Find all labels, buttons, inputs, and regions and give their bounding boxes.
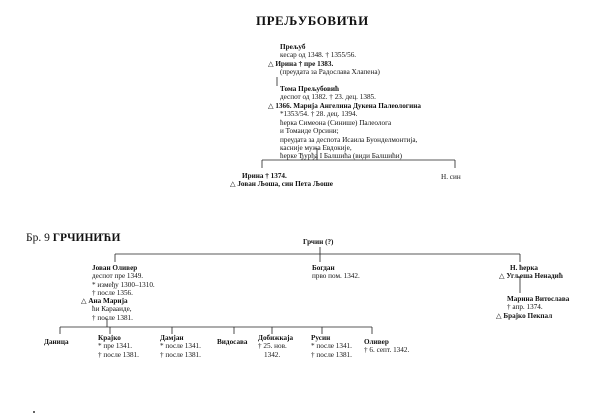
- person-name: Богдан: [312, 264, 335, 272]
- person-marina-vitoslava: [496, 295, 569, 320]
- person-detail: * између 1300–1310.: [92, 280, 155, 289]
- person-detail: † после 1381.: [98, 350, 139, 359]
- person-name: Н. ћерка: [510, 264, 538, 272]
- child-krajko: [98, 334, 139, 359]
- spouse-name: △ Ана Марија: [81, 297, 128, 305]
- child-vidosava: [217, 338, 248, 346]
- person-detail: † 6. септ. 1342.: [364, 346, 410, 355]
- person-name: Русин: [311, 334, 331, 342]
- spouse-detail: преудата за деспота Исаила Буонделмонтија,: [280, 135, 418, 144]
- person-detail: † после 1356.: [92, 289, 133, 298]
- spouse-detail: † после 1381.: [92, 313, 133, 322]
- spouse-name: △ Ирина † пре 1383.: [268, 60, 334, 68]
- person-detail: * после 1341.: [160, 342, 201, 351]
- section-header: [26, 232, 121, 244]
- child-damjan: [160, 334, 201, 359]
- spouse-name: △ 1366. Марија Ангелина Дукена Палеологина: [268, 102, 421, 110]
- person-detail: † апр. 1374.: [507, 303, 543, 312]
- person-toma: [280, 85, 376, 102]
- child-danica: [44, 338, 69, 346]
- spouse-detail: касније мужа Евдокије,: [280, 144, 352, 153]
- person-name: Дамјан: [160, 334, 184, 342]
- person-detail: * после 1341.: [311, 342, 352, 351]
- person-name: Јован Оливер: [92, 264, 138, 272]
- person-irina: [230, 172, 333, 189]
- person-detail: деспот пре 1349.: [92, 272, 144, 281]
- spouse-detail: ћи Карааиде,: [92, 305, 132, 314]
- person-name: Тома Прељубовић: [280, 85, 339, 93]
- person-name: Оливер: [364, 338, 389, 346]
- spouse-note: (преудата за Радослава Хлапена): [280, 68, 380, 77]
- spouse-detail: и Томаиде Орсини;: [280, 127, 339, 136]
- person-name: Ирина † 1374.: [242, 172, 287, 180]
- child-dobizhkaja: [258, 334, 293, 359]
- person-name: Даница: [44, 338, 69, 346]
- person-name: Видосава: [217, 338, 248, 346]
- section-number: Бр. 9: [26, 232, 50, 244]
- person-name: Крајко: [98, 334, 121, 342]
- spouse-ana-marija: [81, 297, 133, 322]
- section-name: ГРЧИНИЋИ: [52, 232, 121, 244]
- spouse-detail: ћерка Симеона (Синише) Палеолога: [280, 118, 392, 127]
- person-name: Марина Витослава: [507, 295, 570, 303]
- person-name: Добижкаја: [258, 334, 294, 342]
- spouse-name: △ Угљеша Ненадић: [499, 272, 563, 281]
- person-grcin: Грчин (?): [303, 238, 334, 246]
- child-oliver: [364, 338, 409, 355]
- person-bogdan: [312, 264, 360, 281]
- scan-speck: [33, 411, 35, 413]
- person-detail: † после 1381.: [160, 350, 201, 359]
- person-detail: кесар од 1348. † 1355/56.: [280, 51, 357, 60]
- person-unknown-son: Н. син: [441, 173, 461, 181]
- person-detail: † 25. нов.: [258, 342, 287, 351]
- person-detail: † после 1381.: [311, 350, 352, 359]
- spouse-detail: *1353/54. † 28. дец. 1394.: [280, 110, 358, 119]
- spouse-irina-root: [268, 60, 380, 77]
- person-unknown-daughter: [499, 264, 563, 281]
- child-rusin: [311, 334, 352, 359]
- spouse-name: △ Брајко Пекпал: [496, 311, 553, 320]
- spouse-name: △ Јован Љоша, син Пета Љоше: [230, 180, 333, 189]
- person-detail: прво пом. 1342.: [312, 272, 360, 281]
- spouse-detail: ћерке Ђурђа I Балшића (види Балшићи): [280, 152, 402, 161]
- person-detail: 1342.: [264, 350, 281, 359]
- person-detail: * пре 1341.: [98, 342, 132, 351]
- spouse-marija-angelina: [268, 102, 421, 161]
- page-title: ПРЕЉУБОВИЋИ: [256, 13, 369, 28]
- person-jovan-oliver: [92, 264, 155, 298]
- person-preljub: [280, 43, 356, 60]
- person-detail: деспот од 1382. † 23. дец. 1385.: [280, 93, 376, 102]
- person-name: Прељуб: [280, 43, 306, 51]
